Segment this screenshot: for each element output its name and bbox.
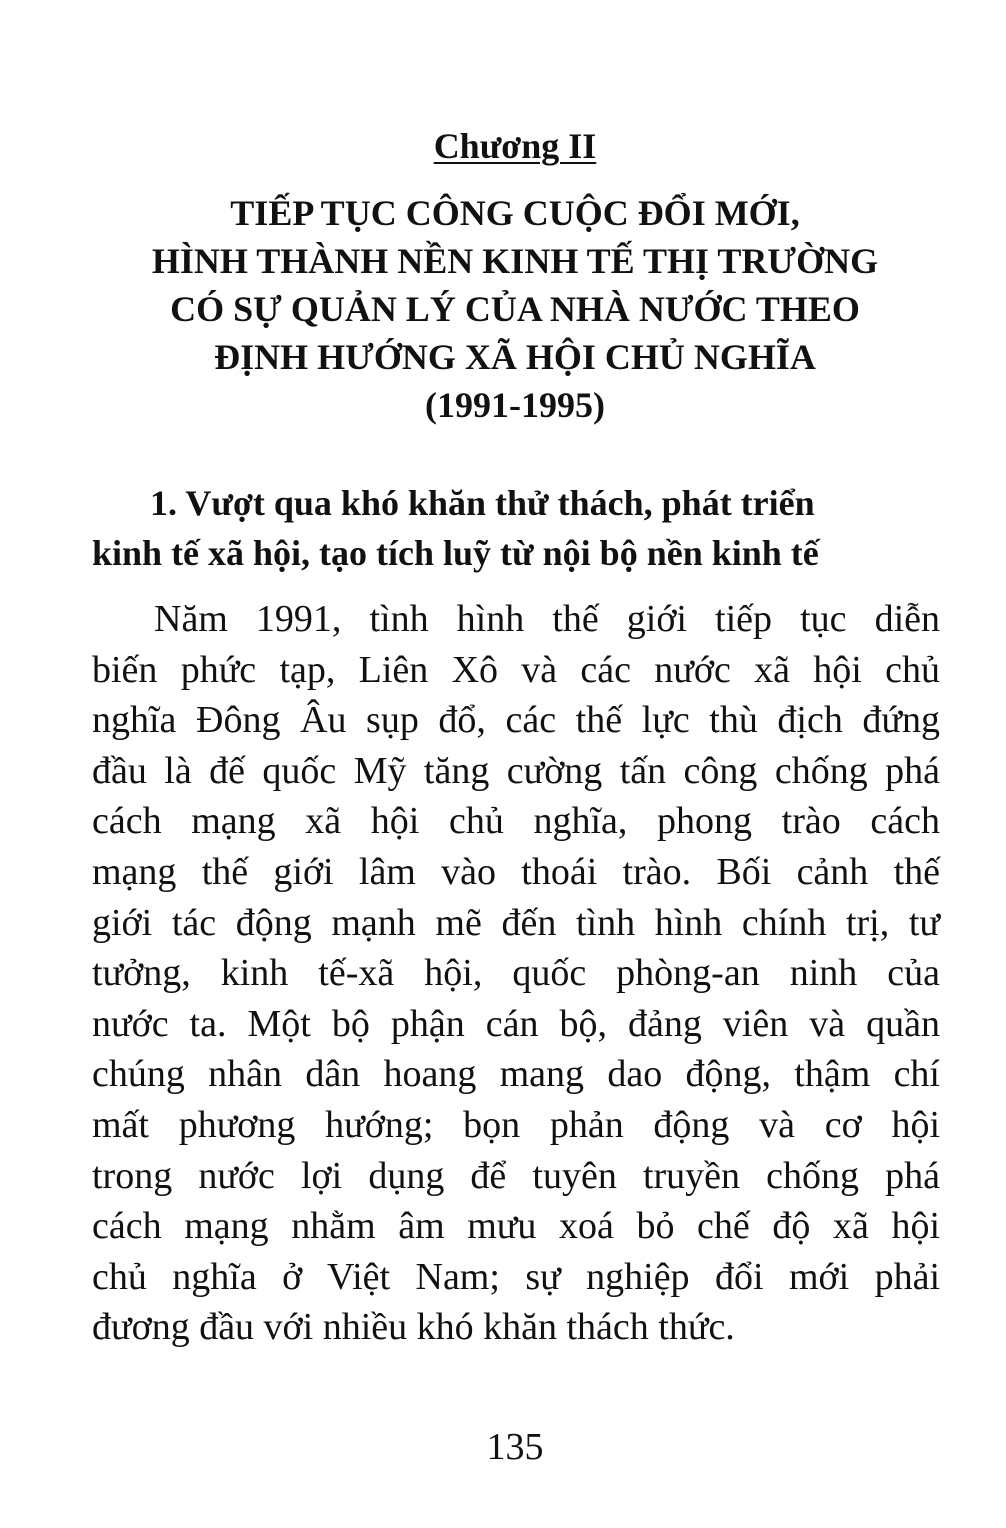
section-heading-line: 1. Vượt qua khó khăn thử thách, phát triển xyxy=(150,483,815,523)
body-line: giới tác động mạnh mẽ đến tình hình chính trị, tư xyxy=(92,901,940,944)
page-number: 135 xyxy=(486,1426,544,1468)
chapter-title-line: ĐỊNH HƯỚNG XÃ HỘI CHỦ NGHĨA xyxy=(214,337,816,377)
body-line: tưởng, kinh tế-xã hội, quốc phòng-an ninh của xyxy=(92,952,940,995)
chapter-label: Chương II xyxy=(433,126,597,166)
body-line: trong nước lợi dụng để tuyên truyền chống phá xyxy=(92,1154,940,1197)
body-paragraph xyxy=(92,594,940,1353)
chapter-title xyxy=(90,189,940,429)
body-line: mất phương hướng; bọn phản động và cơ hội xyxy=(92,1103,940,1146)
chapter-title-line: TIẾP TỤC CÔNG CUỘC ĐỔI MỚI, xyxy=(230,193,800,233)
body-line: đầu là đế quốc Mỹ tăng cường tấn công chống phá xyxy=(92,749,940,792)
body-line: cách mạng nhằm âm mưu xoá bỏ chế độ xã hội xyxy=(92,1205,940,1248)
body-line: cách mạng xã hội chủ nghĩa, phong trào cách xyxy=(92,800,940,843)
chapter-title-years: (1991-1995) xyxy=(425,385,605,425)
body-line: nghĩa Đông Âu sụp đổ, các thế lực thù địch đứng xyxy=(92,699,940,742)
body-line: chủ nghĩa ở Việt Nam; sự nghiệp đổi mới phải xyxy=(92,1255,940,1298)
body-line: Năm 1991, tình hình thế giới tiếp tục diễn xyxy=(154,598,940,640)
chapter-title-line: HÌNH THÀNH NỀN KINH TẾ THỊ TRƯỜNG xyxy=(151,241,879,281)
body-line: nước ta. Một bộ phận cán bộ, đảng viên và quần xyxy=(92,1002,940,1045)
section-heading xyxy=(92,478,940,578)
body-line: đương đầu với nhiều khó khăn thách thức. xyxy=(92,1306,735,1349)
section-heading-line: kinh tế xã hội, tạo tích luỹ từ nội bộ nền kinh tế xyxy=(92,533,819,573)
chapter-title-line: CÓ SỰ QUẢN LÝ CỦA NHÀ NƯỚC THEO xyxy=(170,289,860,329)
body-line: biến phức tạp, Liên Xô và các nước xã hội chủ xyxy=(92,648,940,691)
body-line: chúng nhân dân hoang mang dao động, thậm chí xyxy=(92,1053,940,1096)
body-line: mạng thế giới lâm vào thoái trào. Bối cảnh thế xyxy=(92,850,940,893)
